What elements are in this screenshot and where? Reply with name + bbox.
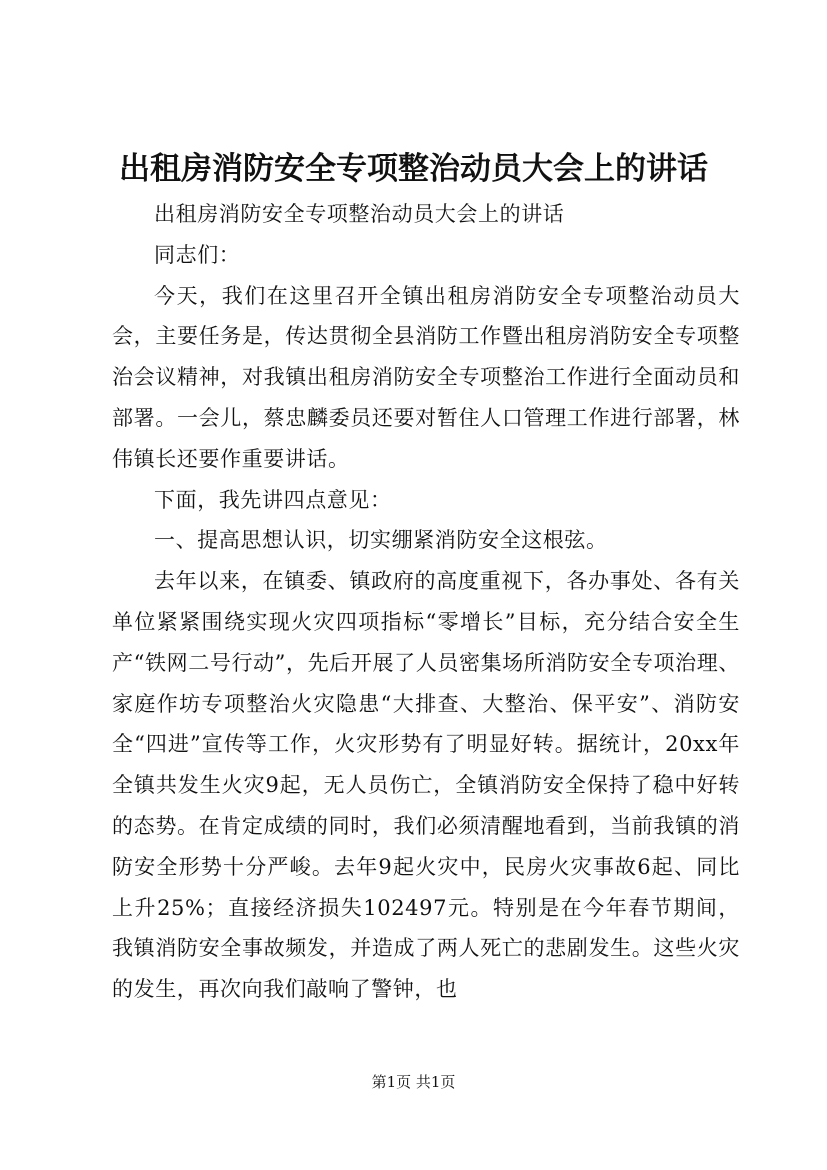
document-body [112, 194, 740, 1010]
paragraph-subtitle: 出租房消防安全专项整治动员大会上的讲话 [154, 202, 565, 226]
paragraph-section-one-heading: 一、提高思想认识，切实绷紧消防安全这根弦。 [154, 528, 608, 553]
paragraph-salutation: 同志们： [154, 242, 241, 267]
paragraph-section-one-body: 去年以来，在镇委、镇政府的高度重视下，各办事处、各有关单位紧紧围绕实现火灾四项指标“零增长”目标，充分结合安全生产“铁网二号行动”，先后开展了人员密集场所消防安全专项治理、家庭作坊专项整治火灾隐患“大排查、大整治、保平安”、消防安全“四进”宣传等工作，火灾形势有了明显好转。据统计，20xx年全镇共发生火灾9起，无人员伤亡，全镇消防安全保持了稳中好转的态势。在肯定成绩的同时，我们必须清醒地看到，当前我镇的消防安全形势十分严峻。去年9起火灾中，民房火灾事故6起、同比上升25%；直接经济损失102497元。特别是在今年春节期间，我镇消防安全事故频发，并造成了两人死亡的悲剧发生。这些火灾的发生，再次向我们敲响了警钟，也 [112, 569, 740, 1002]
paragraph-opening: 今天，我们在这里召开全镇出租房消防安全专项整治动员大会，主要任务是，传达贯彻全县消防工作暨出租房消防安全专项整治会议精神，对我镇出租房消防安全专项整治工作进行全面动员和部署。一会儿，蔡忠麟委员还要对暂住人口管理工作进行部署，林伟镇长还要作重要讲话。 [112, 283, 740, 471]
page-footer: 第1页 共1页 [371, 1073, 456, 1091]
paragraph-intro-points: 下面，我先讲四点意见： [154, 487, 392, 512]
document-title: 出租房消防安全专项整治动员大会上的讲话 [119, 151, 708, 187]
